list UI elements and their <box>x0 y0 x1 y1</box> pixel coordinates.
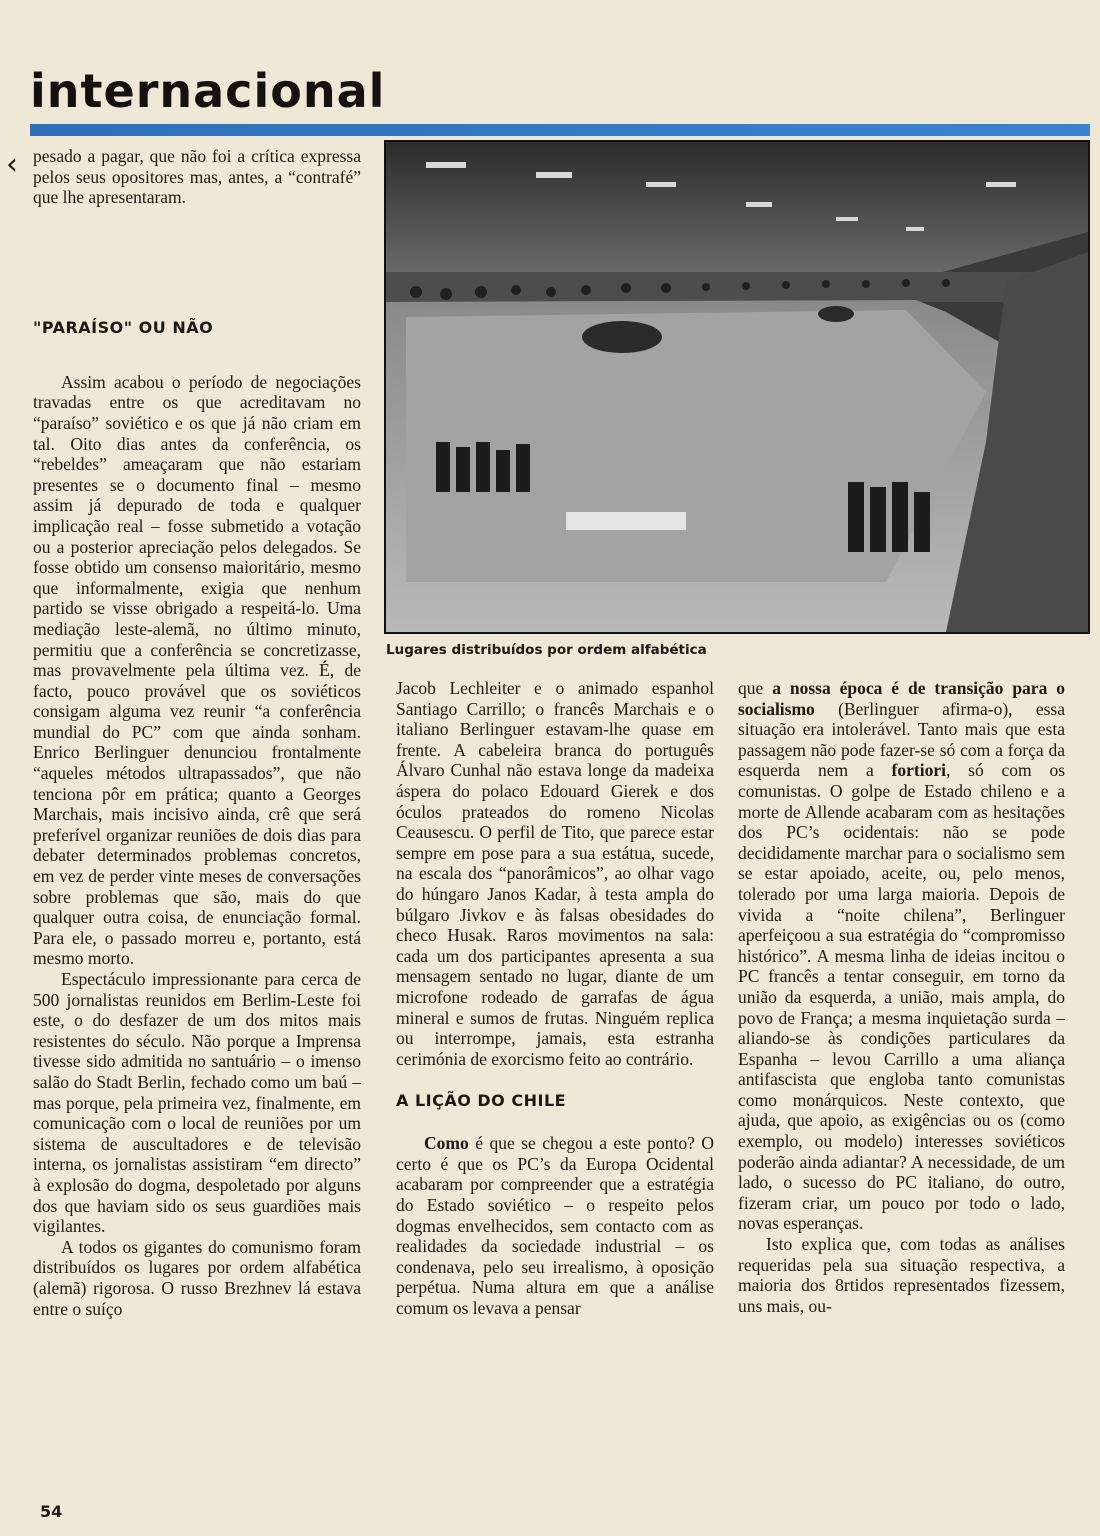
section-title: internacional <box>30 64 386 118</box>
paragraph: Espectáculo impressionante para cerca de 500 jornalistas reunidos em Berlim-Leste foi este, o do desfazer de um dos mitos mais resistentes do século. Não porque a Imprensa tivesse sido admitida no santuário – o imenso salão do Stadt Berlin, fechado como um baú – mas porque, pela primeira vez, finalmente, em comunicação com o local de reuniões por um sistema de auscultadores e de televisão interna, os jornalistas assistiram “em directo” à explosão do dogma, despoletado por alguns dos que haviam sido os seus guardiões mais vigilantes. <box>33 969 361 1237</box>
column-2 <box>396 678 714 1319</box>
paragraph-text: , só com os comunistas. O golpe de Estado chileno e a morte de Allende acabaram com as hesitações dos PC’s ocidentais: não se pode decididamente marchar para o socialismo sem se estar apoiado, aceite, ou, pelo menos, tolerado por uma larga maioria. Depois de vivida a “noite chilena”, Berlinguer aperfeiçoou a sua estratégia do “compromisso histórico”. A mesma linha de ideias incitou o PC francês a tentar conseguir, em torno da união da esquerda, a união, mais ampla, do povo de França; a mesma inquietação surda – aliando-se às condições particulares da Espanha – levou Carrillo a uma aliança antifascista que engloba tanto comunistas como monárquicos. Neste contexto, que ajuda, que apoio, as exigências ou os (como exemplo, ou modelo) interesses soviéticos poderão ainda adiantar? A necessidade, de um lado, o sucesso do PC italiano, do outro, fizeram criar, um pouco por todo o lado, novas esperanças. <box>738 760 1066 1234</box>
lead-word: Como <box>424 1133 469 1154</box>
subheading-paraiso: "PARAÍSO" OU NÃO <box>33 317 214 337</box>
paragraph: Jacob Lechleiter e o animado espanhol Santiago Carrillo; o francês Marchais e o italiano Berlinguer estavam-lhe quase em frente. A cabeleira branca do português Álvaro Cunhal não estava longe da madeixa áspera do polaco Edouard Gierek e dos óculos prateados do romeno Nicolas Ceausescu. O perfil de Tito, que parece estar sempre em pose para a sua estátua, sucede, na escala dos “panorâmicos”, ao olhar vago do húngaro Janos Kadar, à testa ampla do búlgaro Jivkov e às falsas obesidades do checo Husak. Raros movimentos na sala: cada um dos participantes apresenta a sua mensagem sentado no lugar, diante de um microfone rodeado de garrafas de água mineral e sumos de frutas. Ninguém replica ou interrompe, jamais, esta estranha cerimónia de exorcismo feito ao contrário. <box>396 678 714 1069</box>
paragraph: Isto explica que, com todas as análises requeridas pela sua situação respectiva, a maioria dos 8rtidos representados fizessem, uns mais, ou- <box>738 1234 1065 1316</box>
paragraph: pesado a pagar, que não foi a crítica expressa pelos seus opositores mas, antes, a “contrafé” que lhe apresentaram. <box>33 146 361 208</box>
paragraph: A todos os gigantes do comunismo foram distribuídos os lugares por ordem alfabética (alemã) rigorosa. O russo Brezhnev lá estava entre o suíço <box>33 1236 361 1319</box>
subheading-chile: A LIÇÃO DO CHILE <box>396 1091 567 1111</box>
paragraph <box>738 678 1065 1234</box>
section-rule <box>30 124 1090 136</box>
column-3 <box>738 678 1065 1316</box>
chevron-left-icon: ‹ <box>6 147 18 182</box>
paragraph-text: (Berlinguer afirma-o), essa situação era intolerável. Tanto mais que esta passagem não pode fazer-se só com a força da esquerda nem a <box>738 698 1065 781</box>
paragraph-text: é que se chegou a este ponto? O certo é que os PC’s da Europa Ocidental acabaram por compreender que a estratégia do Estado soviético – o respeito pelos dogmas envelhecidos, sem contacto com as realidades da sociedade industrial – os condenava, pelo seu irrealismo, à oposição perpétua. Numa altura em que a análise comum os levava a pensar <box>396 1133 714 1319</box>
column-1 <box>33 146 361 1319</box>
page-number: 54 <box>40 1502 63 1521</box>
emphasis-text: a nossa época é de transição para o socialismo <box>738 678 1065 719</box>
photo-caption: Lugares distribuídos por ordem alfabética <box>386 642 707 658</box>
paragraph: Assim acabou o período de negociações travadas entre os que acreditavam no “paraíso” soviético e os que já não criam em tal. Oito dias antes da conferência, os “rebeldes” ameaçaram que não estariam presentes se o documento final – mesmo assim já depurado de toda e qualquer implicação real – fosse submetido a votação ou a posterior apreciação pelos delegados. Se fosse obtido um consenso maioritário, mesmo que informalmente, exigia que nenhum partido se visse obrigado a respeitá-lo. Uma mediação leste-alemã, no último minuto, permitiu que a conferência se concretizasse, mas provavelmente pela última vez. É, de facto, pouco provável que os soviéticos consigam alguma vez reunir “a conferência mundial do PC” com que ainda sonham. Enrico Berlinguer denunciou frontalmente “aqueles métodos ultrapassados”, que não tenciona pôr em prática; quanto a Georges Marchais, mais incisivo ainda, crê que será preferível organizar reuniões de dois dias para debater determinados problemas concretos, em vez de perder vinte meses de conversações sobre problemas que são, mais do que qualquer outra coisa, de enunciação formal. Para ele, o passado morreu e, portanto, está mesmo morto. <box>33 371 361 969</box>
paragraph <box>396 1133 714 1318</box>
emphasis-text: fortiori <box>891 760 946 781</box>
conference-photo <box>384 140 1090 634</box>
paragraph-text: que <box>738 678 773 698</box>
